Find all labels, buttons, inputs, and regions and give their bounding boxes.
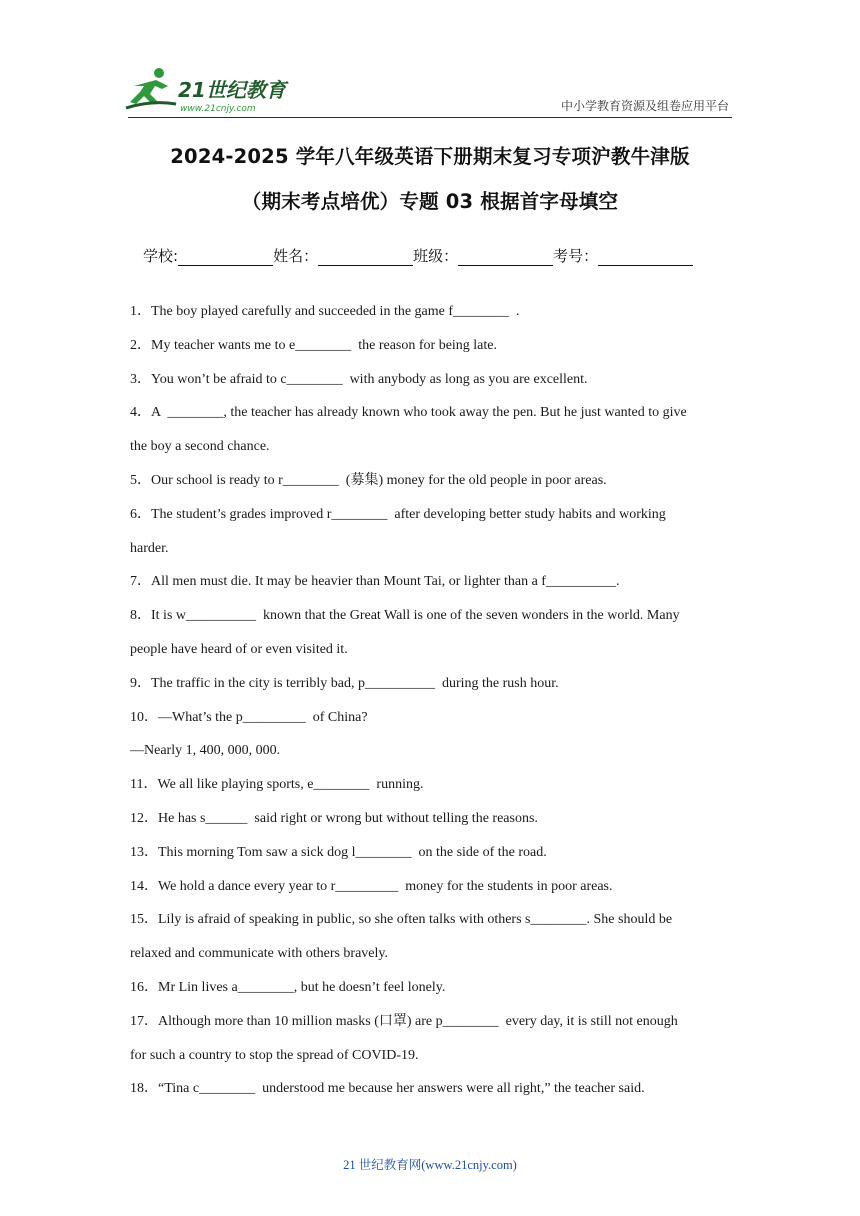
question-item: 9．The traffic in the city is terribly bad, p__________ during the rush hour.: [130, 675, 559, 691]
question-item: 1．The boy played carefully and succeeded in the game f________ .: [130, 304, 520, 319]
student-info-row: [143, 245, 693, 266]
runner-icon: [126, 68, 176, 108]
question-item: 8．It is w__________ known that the Great Wall is one of the seven wonders in the world. Many people have heard of or even visited it.: [130, 608, 680, 657]
platform-tagline: 中小学教育资源及组卷应用平台: [560, 99, 729, 113]
question-item: 14．We hold a dance every year to r_________ money for the students in poor areas.: [130, 878, 613, 894]
question-item: 7．All men must die. It may be heavier than Mount Tai, or lighter than a f__________.: [130, 574, 620, 590]
class-field: 班级：: [413, 245, 553, 266]
school-field: 学校:: [143, 245, 273, 266]
question-item: 15．Lily is afraid of speaking in public, so she often talks with others s________. She should be relaxed and communicate with others bravely.: [130, 912, 673, 962]
footer-link[interactable]: 21 世纪教育网(www.21cnjy.com): [343, 1158, 517, 1172]
svg-text:www.21cnjy.com: www.21cnjy.com: [180, 104, 256, 114]
question-item: 2．My teacher wants me to e________ the reason for being late.: [130, 337, 498, 353]
question-item: 16．Mr Lin lives a________, but he doesn’t feel lonely.: [130, 979, 446, 995]
class-blank: [458, 247, 553, 266]
question-item: 11．We all like playing sports, e________ running.: [130, 777, 424, 793]
question-item: 3．You won’t be afraid to c________ with anybody as long as you are excellent.: [130, 371, 588, 387]
question-item: 17．Although more than 10 million masks (口罩) are p________ every day, it is still not enough for such a country to stop the spread of COVID-19.: [130, 1013, 678, 1063]
question-item: 18．“Tina c________ understood me because her answers were all right,” the teacher said.: [130, 1081, 645, 1097]
question-item: 5．Our school is ready to r________ (募集) money for the old people in poor areas.: [130, 472, 607, 488]
question-item: 12．He has s______ said right or wrong but without telling the reasons.: [130, 810, 538, 826]
page-subtitle: （期末考点培优）专题 03 根据首字母填空: [241, 190, 619, 213]
exam-number-blank: [598, 247, 693, 266]
question-list: [130, 295, 732, 1106]
name-blank: [318, 247, 413, 266]
school-blank: [178, 247, 273, 266]
question-item: 4．A ________, the teacher has already known who took away the pen. But he just wanted to give the boy a second chance.: [130, 405, 687, 455]
name-field: 姓名：: [273, 245, 413, 266]
svg-text:21世纪教育: 21世纪教育: [178, 78, 286, 102]
question-item: 10．—What’s the p_________ of China? —Nearly 1, 400, 000, 000.: [130, 709, 368, 759]
site-logo: [122, 64, 292, 116]
question-item: 6．The student’s grades improved r________ after developing better study habits and working harder.: [130, 506, 666, 556]
header-divider: [128, 117, 732, 118]
page-title: 2024-2025 学年八年级英语下册期末复习专项沪教牛津版: [170, 145, 690, 168]
question-item: 13．This morning Tom saw a sick dog l________ on the side of the road.: [130, 844, 547, 860]
exam-number-field: 考号：: [553, 245, 693, 266]
